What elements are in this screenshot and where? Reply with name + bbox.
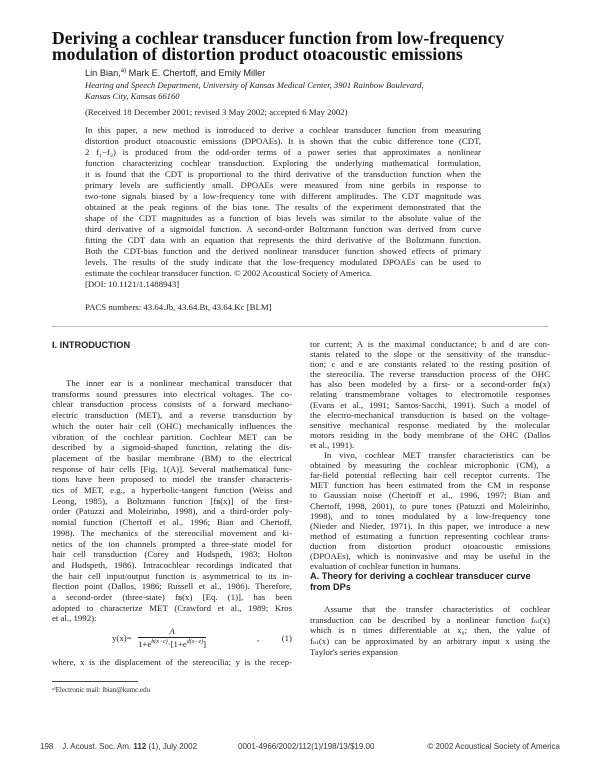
paragraph <box>310 450 550 571</box>
footnote-email: ᵃ⁾Electronic mail: lbian@kumc.edu <box>52 686 151 694</box>
equation-1 <box>52 626 292 650</box>
abstract <box>85 125 481 290</box>
text-line: adopted to characterize MET (Crawford et al., 1989; Kros <box>52 602 292 613</box>
text-line: fitting the CDT data with an equation that represents the third derivative of the Boltzmann function. <box>85 235 481 245</box>
text-line: Chertoff, 1998, 2001), to pure tones (Patuzzi and Moleirinho, <box>310 500 550 511</box>
text-line: (Nieder and Nieder, 1971). In this paper, we introduce a new <box>310 520 550 531</box>
text-line: function characterizing cochlear transduction. Exploring the underlying mathematical formulation, <box>85 158 481 168</box>
text-line: it is found that the CDT is proportional to the third derivative of the transduction function when the <box>85 169 481 179</box>
text-line: Taylor's series expansion <box>310 646 398 657</box>
right-column-body-2 <box>310 604 550 658</box>
affiliation-line-2: Kansas City, Kansas 66160 <box>85 91 180 102</box>
journal-issue-date: (1), July 2002 <box>148 742 198 751</box>
text-line: the stereocilia. The reverse transduction process of the OHC <box>310 369 550 380</box>
text-line: levels. The results of the study indicate that the low-frequency modulated DPOAEs can be used to <box>85 257 481 267</box>
equation-number: (1) <box>281 633 292 643</box>
den-exponent: b(x−c) <box>151 639 168 646</box>
text-line: tics of MET, e.g., a hyperbolic-tangent function (Weiss and <box>52 485 292 496</box>
paragraph <box>52 378 292 624</box>
text-line: where, x is the displacement of the stereocilia; y is the recep- <box>52 657 292 667</box>
footnote-divider <box>52 681 138 682</box>
text-line: described by a sigmoid-shaped function, relating the dis- <box>52 442 292 453</box>
paragraph <box>310 339 550 450</box>
text-line: 2 f₁−f₂) is produced from the odd-order terms of a power series that approximates a nonlinear <box>85 147 481 157</box>
text-line: fₙₗ(x) can be approximated by an arbitrary input x using the <box>310 636 550 647</box>
pacs-numbers: PACS numbers: 43.64.Jb, 43.64.Bt, 43.64.Kc [BLM] <box>85 302 272 312</box>
text-line: transforms sound pressures into electrical voltages. The co- <box>52 388 292 399</box>
den-part: ] <box>203 639 207 649</box>
affiliation <box>85 80 424 102</box>
text-line: evaluation of cochlear function in humans. <box>310 561 461 572</box>
text-line: electric transduction (MET), and a reverse transduction by <box>52 410 292 421</box>
text-line: far-field potential reflecting hair cell receptor currents. The <box>310 470 550 481</box>
text-line: In vivo, cochlear MET transfer characteristics can be <box>324 450 550 461</box>
den-part: ·[1+e <box>167 639 187 649</box>
text-line: MET function has been estimated from the CM in response <box>310 480 550 491</box>
text-line: hair cell transduction (Corey and Hudspeth, 1983; Holton <box>52 549 292 560</box>
footer-copyright: © 2002 Acoustical Society of America <box>427 742 560 751</box>
text-line: and Hudspeth, 1986). Intracochlear recordings indicated that <box>52 559 292 570</box>
text-line: tion; c and e are constants related to the resting position of <box>310 359 550 370</box>
left-column-body <box>52 378 292 624</box>
text-line: et al., 1992): <box>52 613 97 624</box>
text-line: distortion product otoacoustic emissions (DPOAEs). It is shown that the cubic difference tone (CDT, <box>85 136 481 146</box>
text-line: the electro-mechanical transduction is based on the voltage- <box>310 409 550 420</box>
text-line: response of hair cells [Fig. 1(A)]. Several mathematical func- <box>52 463 292 474</box>
after-equation-text <box>52 657 292 668</box>
text-line: placement of the basilar membrane (BM) to the electrical <box>52 452 292 463</box>
equation-denominator <box>138 638 206 649</box>
text-line: The inner ear is a nonlinear mechanical transducer that <box>66 378 292 388</box>
text-line: 1998). The mechanics of the stereocilial movement and ki- <box>52 527 292 538</box>
text-line: transduction can be described by a nonlinear function fₙₗ(x) <box>310 614 550 625</box>
den-exponent: d(x−e) <box>186 639 204 646</box>
text-line: Leong, 1985), a Boltzmann function [fʙ(x)] of the first- <box>52 495 292 506</box>
journal-name: J. Acoust. Soc. Am. <box>62 742 132 751</box>
paragraph <box>52 657 292 668</box>
equation-comma: , <box>257 633 260 643</box>
text-line: chlear transduction process consists of a forward mechano- <box>52 399 292 410</box>
received-dates: (Received 18 December 2001; revised 3 May 2002; accepted 6 May 2002) <box>85 107 348 117</box>
text-line: method of estimating a function representing cochlear trans- <box>310 530 550 541</box>
text-line: sensitive mechanical response mediated by the molecular <box>310 419 550 430</box>
text-line: primary levels are sufficiently small. DPOAEs were measured from nine gerbils in response to <box>85 180 481 190</box>
equation-fraction <box>138 626 206 649</box>
text-line: tor current; A is the maximal conductance; b and d are con- <box>310 339 550 349</box>
text-line: stants related to the slope or the sensitivity of the transduc- <box>310 349 550 360</box>
text-line: Both the CDT-bias function and the derived nonlinear transducer function showed effects of primary <box>85 246 481 256</box>
right-column-body <box>310 339 550 571</box>
text-line: [DOI: 10.1121/1.1488943] <box>85 279 180 289</box>
title-line-2: modulation of distortion product otoacoustic emissions <box>52 44 463 64</box>
page-number: 198 <box>40 742 54 751</box>
text-line: third derivative of a sigmoidal function. A second-order Boltzmann function was derived from curve <box>85 224 481 234</box>
paper-title <box>52 30 504 62</box>
text-line: has also been modeled by a first- or a second-order fʙ(x) <box>310 379 550 390</box>
section-heading-theory: A. Theory for deriving a cochlear transducer curve from DPs <box>310 571 531 592</box>
text-line: motors residing in the body membrane of the OHC (Dallos <box>310 429 550 440</box>
author-first: Lin Bian, <box>85 68 121 79</box>
author-rest: Mark E. Chertoff, and Emily Miller <box>126 68 266 79</box>
den-part: 1+e <box>138 639 152 649</box>
text-line: et al., 1991). <box>310 439 355 450</box>
text-line: (Evans et al., 1991; Santos-Sacchi, 1991). Such a model of <box>310 399 550 410</box>
equation-numerator: A <box>138 626 206 638</box>
footer-code: 0001-4966/2002/112(1)/198/13/$19.00 <box>238 742 375 751</box>
header-divider <box>52 326 548 327</box>
equation-lhs: y(x)= <box>112 633 132 643</box>
text-line: netics of the ion channels prompted a three-state model for <box>52 538 292 549</box>
text-line: In this paper, a new method is introduced to derive a cochlear transducer function from measuring <box>85 125 481 135</box>
text-line: to Gaussian noise (Chertoff et al., 1996, 1997; Bian and <box>310 490 550 501</box>
text-line: (DPOAEs), which is noninvasive and may be useful in the <box>310 550 550 561</box>
text-line: obtained by measuring the cochlear microphonic (CM), a <box>310 460 550 471</box>
text-line: obtained at the peak regions of the bias tone. The results of the experiment demonstrated that the <box>85 202 481 212</box>
text-line: relating transmembrane voltages to electromotile responses <box>310 389 550 400</box>
text-line: which the outer hair cell (OHC) mechanically influences the <box>52 420 292 431</box>
text-line: which is n times differentiable at x₀; then, the value of <box>310 625 550 636</box>
text-line: order (Patuzzi and Moleirinho, 1998), and a third-order poly- <box>52 506 292 517</box>
paragraph <box>310 604 550 658</box>
journal-volume: 112 <box>133 742 147 751</box>
text-line: duction from distortion product otoacoustic emissions <box>310 540 550 551</box>
text-line: nomial function (Chertoff et al., 1996; Bian and Chertoff, <box>52 517 292 528</box>
text-line: Assume that the transfer characteristics of cochlear <box>324 604 550 614</box>
text-line: 1998), and to tones modulated by a low-frequency tone <box>310 510 550 521</box>
author-list <box>85 68 265 78</box>
affiliation-line-1: Hearing and Speech Department, University of Kansas Medical Center, 3901 Rainbow Boulevard, <box>85 80 424 90</box>
text-line: tions have been proposed to model the transfer characteris- <box>52 474 292 485</box>
text-line: a second-order (three-state) fʙ(x) [Eq. (1)], has been <box>52 592 292 603</box>
text-line: the hair cell input/output function is asymmetrical to its in- <box>52 570 292 581</box>
text-line: estimate the cochlear transducer function. © 2002 Acoustical Society of America. <box>85 268 373 278</box>
title-line-1: Deriving a cochlear transducer function from low-frequency <box>52 28 505 48</box>
footer-citation <box>40 742 197 751</box>
text-line: flection point (Dallos, 1986; Russell et al., 1986). Therefore, <box>52 581 292 592</box>
section-heading-introduction: I. INTRODUCTION <box>52 340 131 350</box>
text-line: shape of the CDT magnitudes as a function of bias levels was similar to the absolute value of the <box>85 213 481 223</box>
text-line: two-tone signals biased by a low-frequency tone with different amplitudes. The CDT magnitude was <box>85 191 481 201</box>
paragraph <box>85 125 481 290</box>
author-footnote-mark: a) <box>120 68 127 74</box>
text-line: vibration of the cochlear partition. Cochlear MET can be <box>52 431 292 442</box>
